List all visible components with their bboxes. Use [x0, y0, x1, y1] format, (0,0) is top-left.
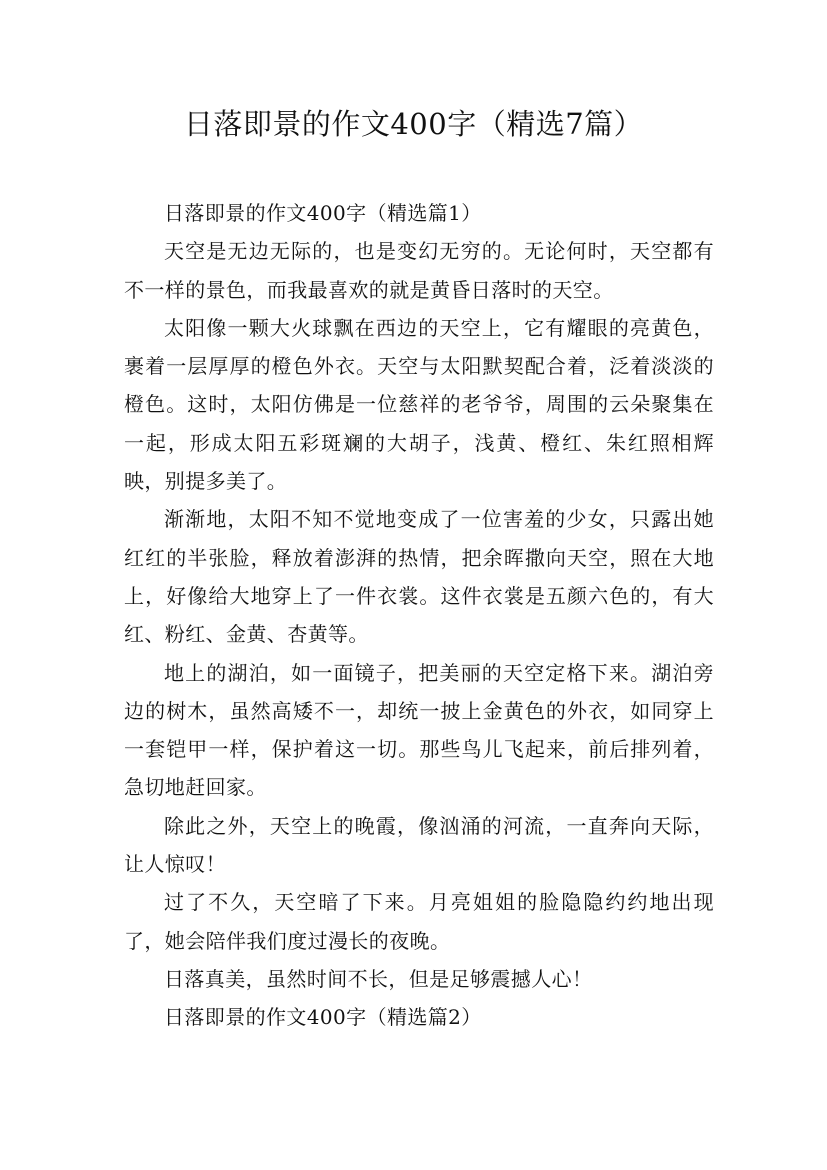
paragraph-4: 地上的湖泊，如一面镜子，把美丽的天空定格下来。湖泊旁边的树木，虽然高矮不一，却统一披上金黄色的外衣，如同穿上一套铠甲一样，保护着这一切。那些鸟儿飞起来，前后排列着，急切地赶回家。 [124, 660, 714, 800]
paragraph-2: 太阳像一颗大火球飘在西边的天空上，它有耀眼的亮黄色，裹着一层厚厚的橙色外衣。天空与太阳默契配合着，泛着淡淡的橙色。这时，太阳仿佛是一位慈祥的老爷爷，周围的云朵聚集在一起，形成太阳五彩斑斓的大胡子，浅黄、橙红、朱红照相辉映，别提多美了。 [124, 315, 714, 494]
paragraph-3: 渐渐地，太阳不知不觉地变成了一位害羞的少女，只露出她红红的半张脸，释放着澎湃的热情，把余晖撒向天空，照在大地上，好像给大地穿上了一件衣裳。这件衣裳是五颜六色的，有大红、粉红、金黄、杏黄等。 [124, 507, 714, 647]
paragraph-1: 天空是无边无际的，也是变幻无穷的。无论何时，天空都有不一样的景色，而我最喜欢的就是黄昏日落时的天空。 [124, 239, 714, 302]
document-title: 日落即景的作文400字（精选7篇） [183, 107, 644, 141]
section-heading-2: 日落即景的作文400字（精选篇2） [164, 1005, 482, 1030]
paragraph-7: 日落真美，虽然时间不长，但是足够震撼人心！ [164, 966, 593, 991]
paragraph-6: 过了不久，天空暗了下来。月亮姐姐的脸隐隐约约地出现了，她会陪伴我们度过漫长的夜晚。 [124, 890, 714, 953]
document-body [124, 194, 714, 1037]
paragraph-5: 除此之外，天空上的晚霞，像汹涌的河流，一直奔向天际，让人惊叹！ [124, 813, 714, 877]
section-heading-1: 日落即景的作文400字（精选篇1） [164, 201, 482, 225]
